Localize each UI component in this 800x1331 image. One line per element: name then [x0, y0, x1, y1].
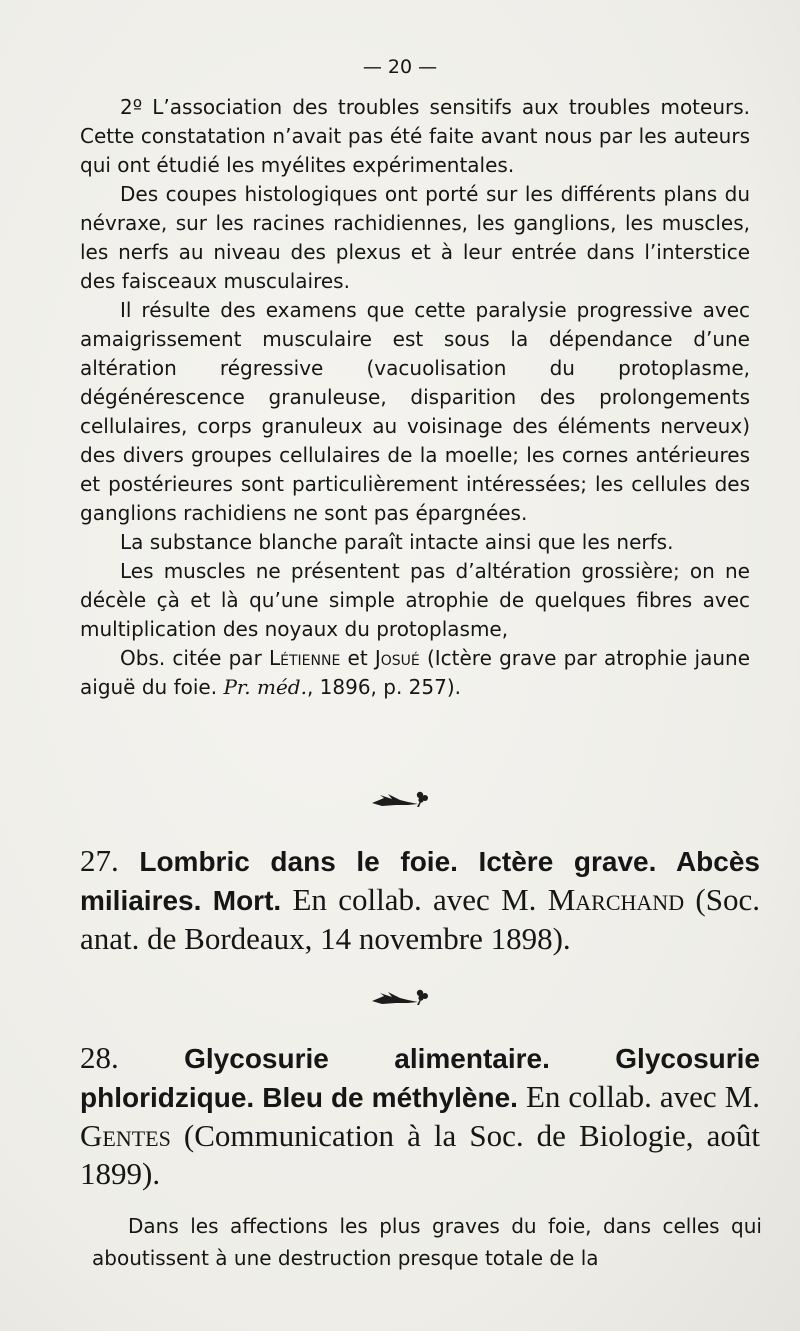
author-josue: Josué: [374, 646, 420, 670]
observation-citation: [80, 644, 750, 702]
paragraph-substance-blanche: La substance blanche paraît intacte ainsi que les nerfs.: [120, 530, 674, 554]
floral-ornament-icon: [368, 984, 432, 1010]
floral-ornament-icon: [368, 786, 432, 812]
entry-collab: En collab. avec M.: [517, 1079, 761, 1114]
body-section-1: [80, 93, 750, 702]
paragraph-resultats: Il résulte des examens que cette paralysie progressive avec amaigrissement musculaire est sous la dépendance d’une altération régressive (vacuolisation du protoplasme, dégénérescence granuleuse, disparition des prolongements cellulaires, corps granuleux au voisinage des éléments nerveux) des divers groupes cellulaires de la moelle; les cornes antérieures et postérieures sont particulièrement intéressées; les cellules des ganglions rachidiens ne sont pas épargnées.: [80, 298, 750, 525]
citation-tail: , 1896, p. 257).: [306, 675, 462, 699]
ornament-divider-1: [0, 786, 800, 812]
entry-source: (Communication à la Soc. de Biologie, août 1899).: [80, 1118, 760, 1191]
entry-title: Glycosurie alimentaire. Glycosurie phloridzique. Bleu de méthylène.: [80, 1043, 761, 1113]
entry-collab: En collab. avec M.: [281, 882, 548, 917]
entry-number: 27.: [80, 843, 119, 878]
entry-source: (Soc. anat. de Bordeaux, 14 novembre 1898).: [80, 882, 760, 956]
entry-28: [80, 1039, 760, 1193]
page-number: — 20 —: [362, 56, 438, 78]
paragraph-muscles: Les muscles ne présentent pas d’altération grossière; on ne décèle çà et là qu’une simple atrophie de quelques fibres avec multiplication des noyaux du protoplasme,: [80, 559, 750, 641]
paragraph-affections: [92, 1210, 762, 1274]
citation-and: et: [340, 646, 375, 670]
entry-title: Lombric dans le foie. Ictère grave. Abcès miliaires. Mort.: [80, 846, 761, 916]
paragraph-association: 2º L’association des troubles sensitifs aux troubles moteurs. Cette constatation n’avait pas été faite avant nous par les auteurs qui ont étudié les myélites expérimentales.: [80, 95, 750, 177]
paragraph-coupes: Des coupes histologiques ont porté sur les différents plans du névraxe, sur les racines rachidiennes, les ganglions, les muscles, les nerfs au niveau des plexus et à leur entrée dans l’interstice des faisceaux musculaires.: [80, 182, 750, 293]
citation-lead: Obs. citée par: [120, 646, 269, 670]
ornament-divider-2: [0, 984, 800, 1010]
entry-number: 28.: [80, 1040, 119, 1075]
paragraph-affections-text: Dans les affections les plus graves du foie, dans celles qui aboutissent à une destruction presque totale de la: [92, 1214, 762, 1270]
collaborator-marchand: Marchand: [547, 882, 685, 917]
journal-name: Pr. méd.: [223, 675, 307, 699]
author-letienne: Létienne: [269, 646, 341, 670]
citation-rest: (Ictère grave par atrophie jaune aiguë du foie.: [80, 646, 750, 699]
collaborator-gentes: Gentes: [80, 1118, 171, 1153]
entry-27: [80, 842, 760, 958]
